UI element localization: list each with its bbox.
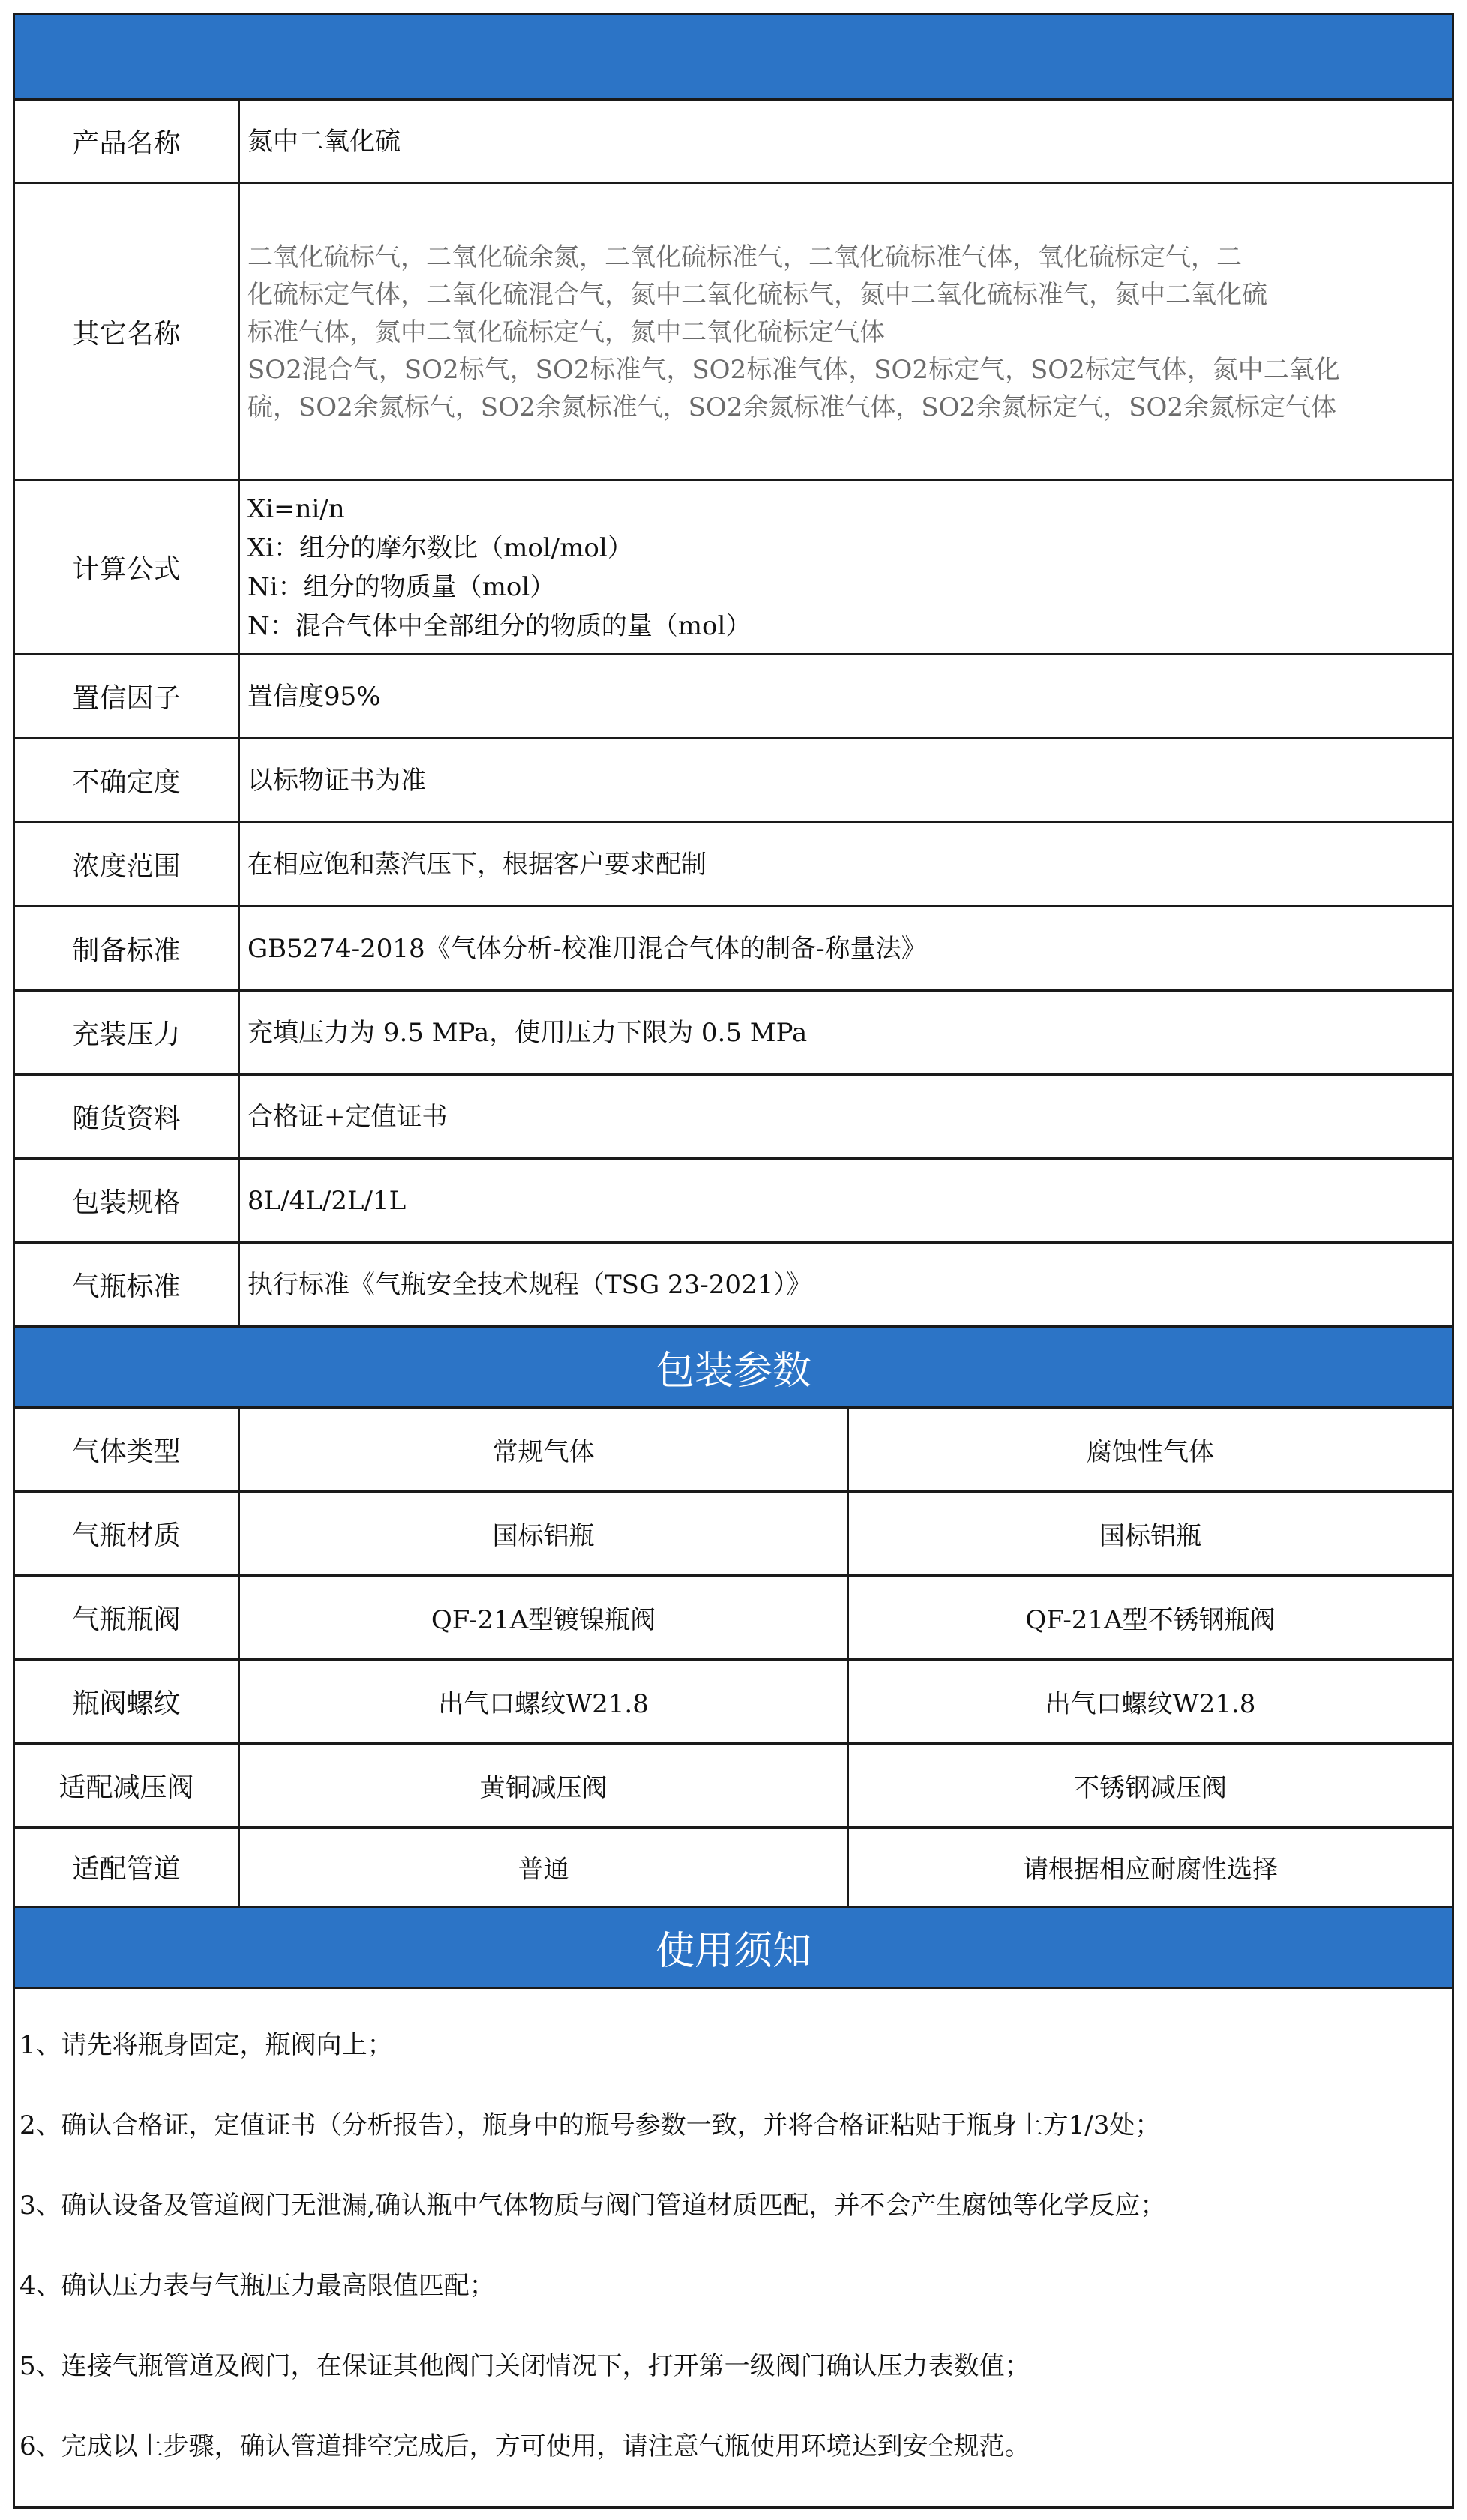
label-uncertainty: 不确定度: [15, 740, 240, 821]
usage-note: 3、确认设备及管道阀门无泄漏,确认瓶中气体物质与阀门管道材质匹配，并不会产生腐蚀等化学反应；: [20, 2191, 1166, 2221]
label-confidence: 置信因子: [15, 656, 240, 737]
packaging-label: 适配管道: [15, 1828, 240, 1906]
label-prep-standard: 制备标准: [15, 908, 240, 989]
packaging-label: 瓶阀螺纹: [15, 1660, 240, 1742]
usage-notes: [15, 1989, 1452, 2506]
packaging-label: 气瓶材质: [15, 1492, 240, 1574]
value-product-name: 氮中二氧化硫: [248, 126, 400, 157]
value-fill-pressure: 充填压力为 9.5 MPa，使用压力下限为 0.5 MPa: [248, 1017, 808, 1048]
row-cylinder-standard: [15, 1244, 1452, 1328]
usage-note: 4、确认压力表与气瓶压力最高限值匹配；: [20, 2271, 495, 2301]
other-names-line: 化硫标定气体，二氧化硫混合气，氮中二氧化硫标气，氮中二氧化硫标准气，氮中二氧化硫: [248, 279, 1268, 310]
packaging-corrosive-value: 出气口螺纹W21.8: [1045, 1689, 1256, 1719]
packaging-corrosive-value: 请根据相应耐腐性选择: [1023, 1855, 1278, 1885]
other-names-line: 二氧化硫标气，二氧化硫余氮，二氧化硫标准气，二氧化硫标准气体，氧化硫标定气，二: [248, 242, 1242, 272]
value-prep-standard: GB5274-2018《气体分析-校准用混合气体的制备-称量法》: [248, 933, 927, 964]
packaging-row: [15, 1408, 1452, 1492]
value-package-size: 8L/4L/2L/1L: [248, 1185, 406, 1216]
row-package-size: [15, 1160, 1452, 1244]
label-fill-pressure: 充装压力: [15, 992, 240, 1073]
usage-note: 6、完成以上步骤，确认管道排空完成后，方可使用，请注意气瓶使用环境达到安全规范。: [20, 2432, 1030, 2462]
packaging-row: [15, 1828, 1452, 1908]
packaging-normal-value: 黄铜减压阀: [240, 1744, 849, 1826]
packaging-label: 气瓶瓶阀: [15, 1576, 240, 1658]
packaging-normal-value: 国标铝瓶: [240, 1492, 849, 1574]
other-names-line: 硫，SO2余氮标气，SO2余氮标准气，SO2余氮标准气体，SO2余氮标定气，SO2余氮标定气体: [248, 392, 1336, 422]
formula-line: Xi：组分的摩尔数比（mol/mol）: [248, 532, 633, 563]
row-uncertainty: [15, 740, 1452, 824]
formula-line: Xi=ni/n: [248, 494, 345, 524]
packaging-row: [15, 1660, 1452, 1744]
packaging-label: 气体类型: [15, 1408, 240, 1490]
label-formula: 计算公式: [15, 482, 240, 653]
packaging-row: [15, 1744, 1452, 1828]
packaging-section-title: 包装参数: [15, 1328, 1452, 1408]
value-cylinder-standard: 执行标准《气瓶安全技术规程（TSG 23-2021）》: [248, 1269, 812, 1300]
label-documents: 随货资料: [15, 1076, 240, 1157]
formula-line: Ni：组分的物质量（mol）: [248, 572, 556, 602]
value-documents: 合格证+定值证书: [248, 1101, 448, 1132]
packaging-corrosive-value: QF-21A型不锈钢瓶阀: [1025, 1605, 1276, 1635]
other-names-line: 标准气体，氮中二氧化硫标定气，氮中二氧化硫标定气体: [248, 316, 885, 347]
product-spec-sheet: [13, 13, 1454, 2509]
row-fill-pressure: [15, 992, 1452, 1076]
value-uncertainty: 以标物证书为准: [248, 765, 426, 796]
usage-section-title: 使用须知: [15, 1908, 1452, 1989]
packaging-normal-value: 常规气体: [240, 1408, 849, 1490]
row-formula: [15, 482, 1452, 656]
usage-note: 1、请先将瓶身固定，瓶阀向上；: [20, 2030, 393, 2060]
packaging-corrosive-value: 国标铝瓶: [1100, 1521, 1202, 1551]
value-confidence: 置信度95%: [248, 681, 381, 712]
packaging-row: [15, 1576, 1452, 1660]
usage-note: 5、连接气瓶管道及阀门，在保证其他阀门关闭情况下，打开第一级阀门确认压力表数值；: [20, 2351, 1030, 2381]
packaging-normal-value: QF-21A型镀镍瓶阀: [240, 1576, 849, 1658]
packaging-corrosive-value: 不锈钢减压阀: [1074, 1773, 1227, 1803]
row-product-name: [15, 100, 1452, 184]
value-concentration: 在相应饱和蒸汽压下，根据客户要求配制: [248, 849, 706, 880]
label-other-names: 其它名称: [15, 184, 240, 479]
packaging-label: 适配减压阀: [15, 1744, 240, 1826]
packaging-row: [15, 1492, 1452, 1576]
row-confidence: [15, 656, 1452, 740]
row-concentration: [15, 824, 1452, 908]
packaging-corrosive-value: 腐蚀性气体: [1087, 1437, 1214, 1467]
value-other-names: [240, 184, 1452, 479]
value-formula: [240, 482, 1452, 653]
packaging-normal-value: 出气口螺纹W21.8: [240, 1660, 849, 1742]
usage-note: 2、确认合格证，定值证书（分析报告），瓶身中的瓶号参数一致，并将合格证粘贴于瓶身上方1/3处；: [20, 2110, 1161, 2140]
label-package-size: 包装规格: [15, 1160, 240, 1241]
label-product-name: 产品名称: [15, 100, 240, 182]
row-documents: [15, 1076, 1452, 1160]
row-prep-standard: [15, 908, 1452, 992]
formula-line: N：混合气体中全部组分的物质的量（mol）: [248, 610, 752, 641]
other-names-line: SO2混合气，SO2标气，SO2标准气，SO2标准气体，SO2标定气，SO2标定气体，氮中二氧化: [248, 354, 1340, 385]
row-other-names: [15, 184, 1452, 482]
packaging-normal-value: 普通: [240, 1828, 849, 1906]
label-cylinder-standard: 气瓶标准: [15, 1244, 240, 1325]
label-concentration: 浓度范围: [15, 824, 240, 905]
header-banner: [15, 15, 1452, 100]
